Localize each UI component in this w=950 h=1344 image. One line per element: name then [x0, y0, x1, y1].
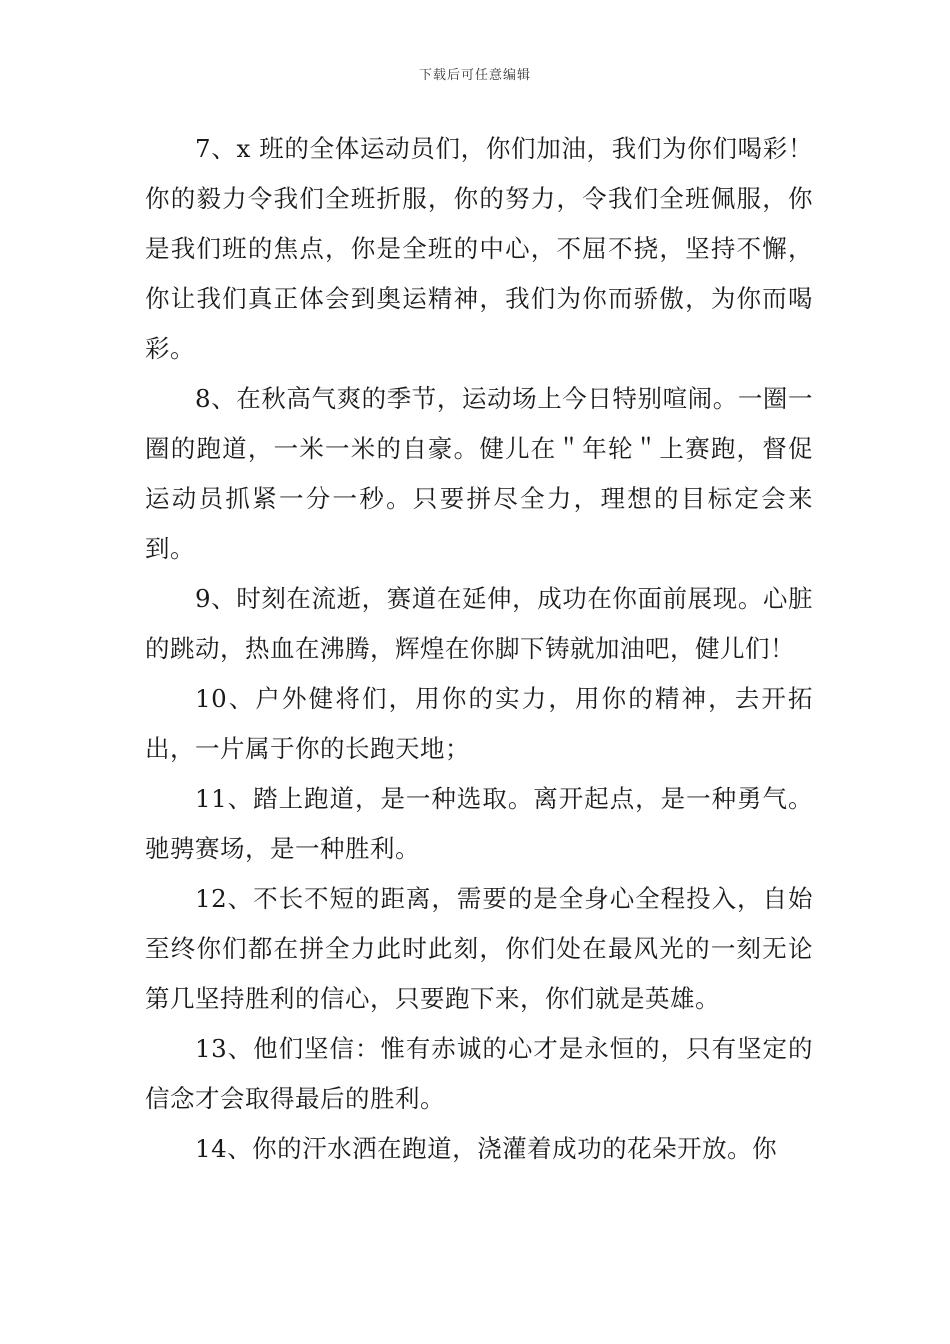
document-body [145, 124, 813, 1174]
paragraph-12: 12、不长不短的距离，需要的是全身心全程投入，自始至终你们都在拼全力此时此刻，你们处在最风光的一刻无论第几坚持胜利的信心，只要跑下来，你们就是英雄。 [145, 884, 813, 1013]
paragraph-13: 13、他们坚信：惟有赤诚的心才是永恒的，只有坚定的信念才会取得最后的胜利。 [145, 1034, 813, 1113]
paragraph-14: 14、你的汗水洒在跑道，浇灌着成功的花朵开放。你 [195, 1134, 778, 1163]
paragraph-7: 7、x 班的全体运动员们，你们加油，我们为你们喝彩！你的毅力令我们全班折服，你的努力，令我们全班佩服，你是我们班的焦点，你是全班的中心，不屈不挠，坚持不懈，你让我们真正体会到奥运精神，我们为你而骄傲，为你而喝彩。 [145, 134, 813, 363]
paragraph-10: 10、户外健将们，用你的实力，用你的精神，去开拓出，一片属于你的长跑天地； [145, 684, 813, 763]
page-header: 下载后可任意编辑 [418, 68, 531, 83]
paragraph-8: 8、在秋高气爽的季节，运动场上今日特别喧闹。一圈一圈的跑道，一米一米的自豪。健儿在＂年轮＂上赛跑，督促运动员抓紧一分一秒。只要拼尽全力，理想的目标定会来到。 [145, 384, 813, 563]
paragraph-9: 9、时刻在流逝，赛道在延伸，成功在你面前展现。心脏的跳动，热血在沸腾，辉煌在你脚下铸就加油吧，健儿们！ [145, 584, 813, 663]
paragraph-11: 11、踏上跑道，是一种选取。离开起点，是一种勇气。驰骋赛场，是一种胜利。 [145, 784, 813, 863]
